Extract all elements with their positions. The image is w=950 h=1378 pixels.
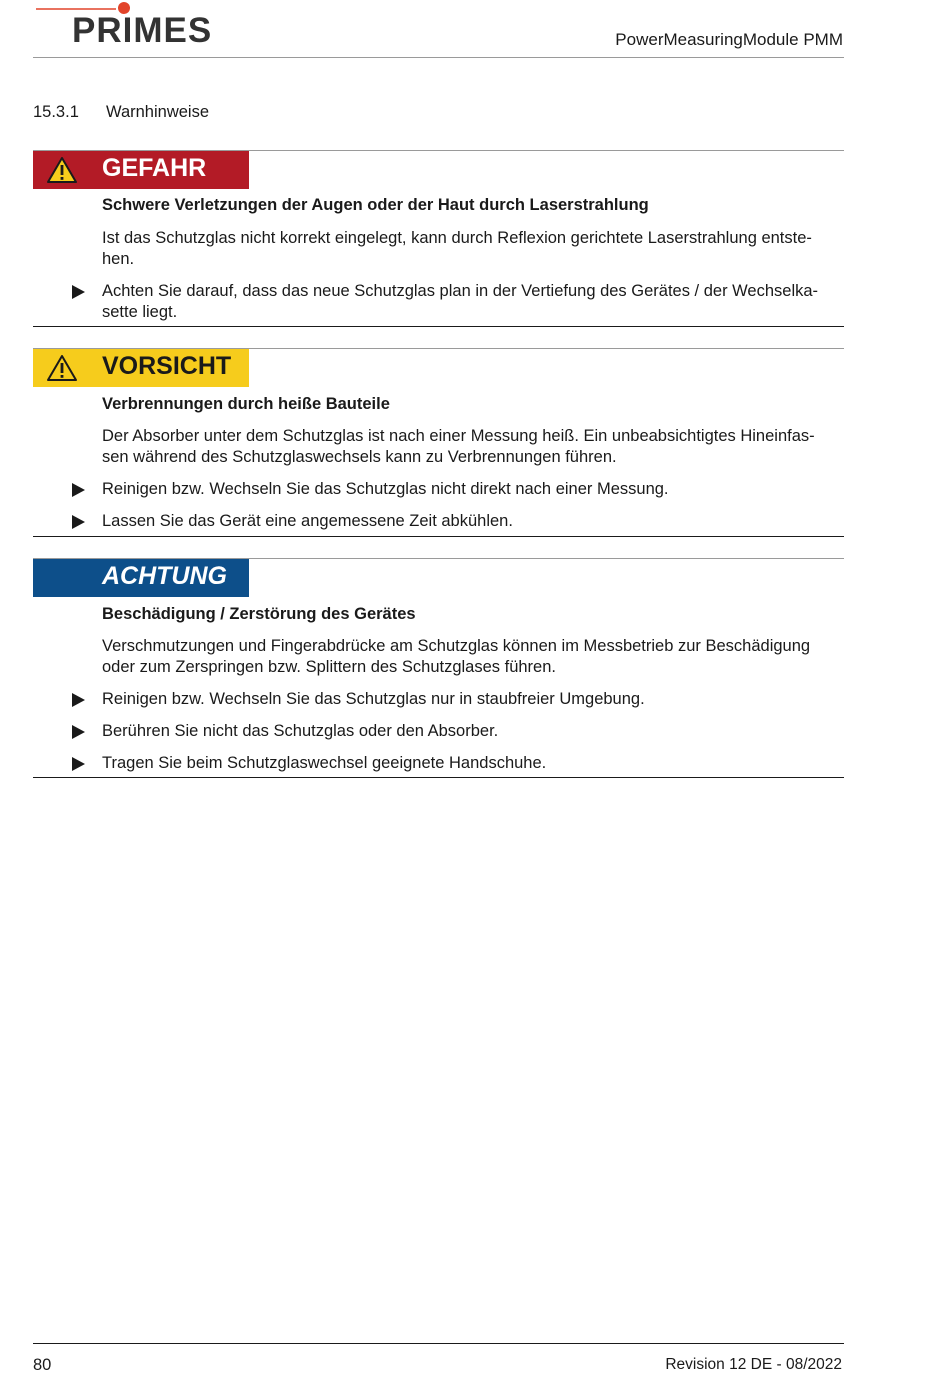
section-number: 15.3.1 [33,103,79,121]
footer-rule [33,1343,844,1344]
bullet-arrow-icon [72,693,85,707]
revision-info: Revision 12 DE - 08/2022 [665,1356,842,1373]
header-rule [33,57,844,58]
gefahr-bottom-rule [33,326,844,327]
achtung-description: Verschmutzungen und Fingerabdrücke am Schutzglas können im Messbetrieb zur Beschädigung oder zum Zerspringen bzw. Splittern des Schutzglases führen. [102,637,811,676]
section-heading [33,103,209,122]
section-title: Warnhinweise [106,103,210,121]
vorsicht-bottom-rule [33,536,844,537]
gefahr-description: Ist das Schutzglas nicht korrekt eingelegt, kann durch Reflexion gerichtete Laserstrahlung entste-hen. [102,229,812,268]
logo-text: PRIMES [72,11,213,50]
page-number: 80 [33,1356,52,1374]
warning-triangle-icon [46,156,78,184]
achtung-headline: Beschädigung / Zerstörung des Gerätes [102,605,416,623]
achtung-action-3: Tragen Sie beim Schutzglaswechsel geeignete Handschuhe. [102,754,547,772]
gefahr-action-1: Achten Sie darauf, dass das neue Schutzglas plan in der Vertiefung des Gerätes / der Wechselka-sette liegt. [102,282,819,321]
vorsicht-action-1: Reinigen bzw. Wechseln Sie das Schutzglas nicht direkt nach einer Messung. [102,480,669,498]
achtung-label: ACHTUNG [102,562,227,590]
vorsicht-banner [33,349,249,387]
vorsicht-headline: Verbrennungen durch heiße Bauteile [102,395,390,413]
gefahr-banner [33,151,249,189]
primes-logo [36,0,216,50]
achtung-banner [33,559,249,597]
bullet-arrow-icon [72,483,85,497]
document-title: PowerMeasuringModule PMM [615,30,843,49]
achtung-action-2: Berühren Sie nicht das Schutzglas oder den Absorber. [102,722,499,740]
warning-triangle-icon [46,354,78,382]
vorsicht-label: VORSICHT [102,352,232,380]
vorsicht-description: Der Absorber unter dem Schutzglas ist nach einer Messung heiß. Ein unbeabsichtigtes Hineinfas-sen während des Schutzglaswechsels kann zu Verbrennungen führen. [102,427,815,466]
bullet-arrow-icon [72,757,85,771]
achtung-action-1: Reinigen bzw. Wechseln Sie das Schutzglas nur in staubfreier Umgebung. [102,690,645,708]
gefahr-headline: Schwere Verletzungen der Augen oder der Haut durch Laserstrahlung [102,196,649,214]
bullet-arrow-icon [72,285,85,299]
vorsicht-action-2: Lassen Sie das Gerät eine angemessene Zeit abkühlen. [102,512,513,530]
achtung-bottom-rule [33,777,844,778]
gefahr-label: GEFAHR [102,154,207,182]
bullet-arrow-icon [72,515,85,529]
bullet-arrow-icon [72,725,85,739]
